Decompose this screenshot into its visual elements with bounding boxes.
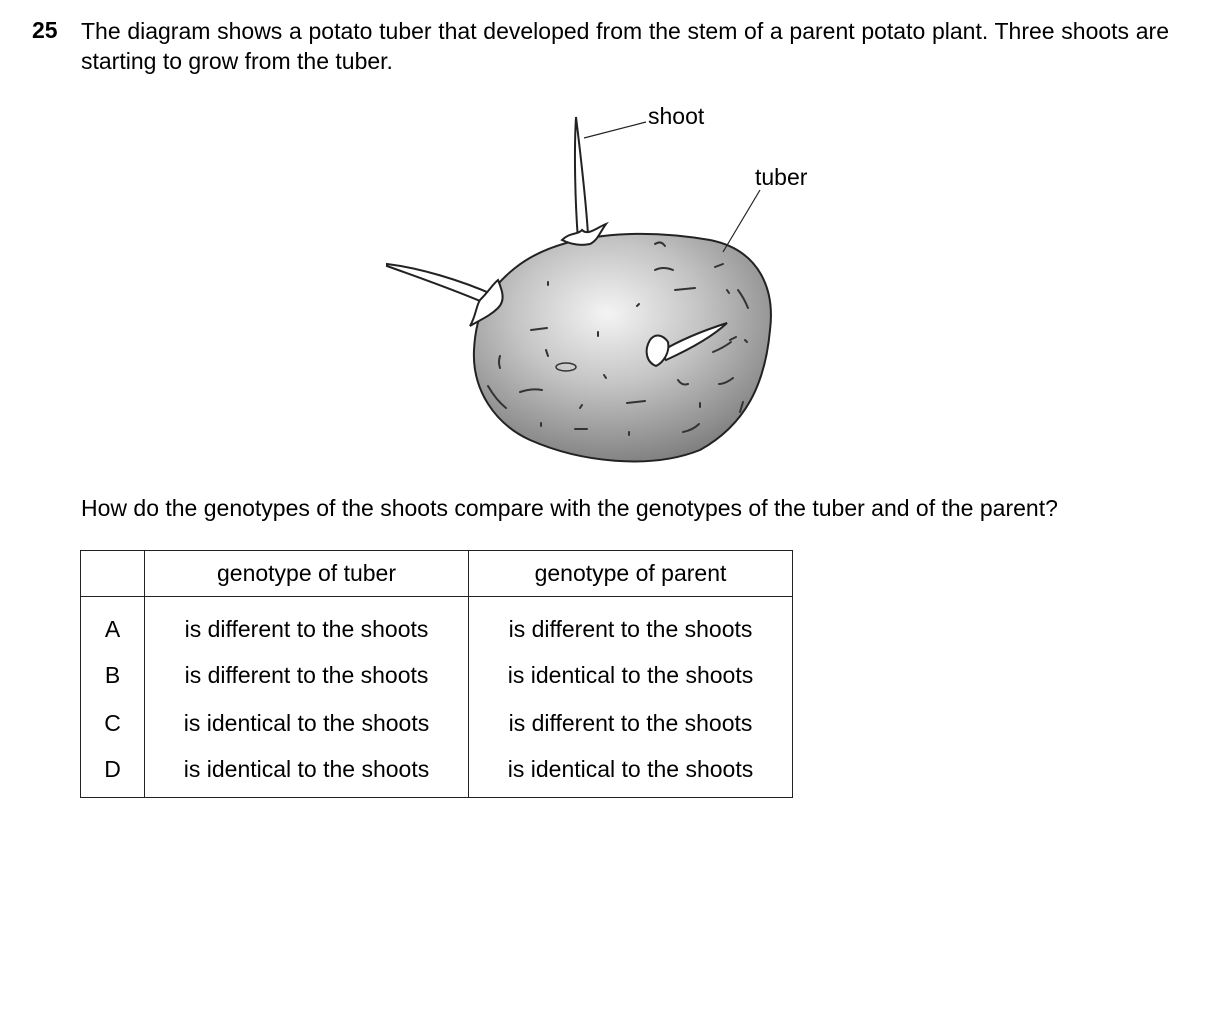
header-letter bbox=[81, 551, 145, 597]
potato-tuber-diagram bbox=[0, 0, 1209, 480]
option-tuber-cell: is different to the shoots bbox=[145, 651, 469, 699]
option-tuber-cell: is different to the shoots bbox=[145, 597, 469, 652]
option-tuber-cell: is identical to the shoots bbox=[145, 699, 469, 747]
option-row-c[interactable] bbox=[81, 699, 793, 747]
option-parent-cell: is identical to the shoots bbox=[469, 747, 793, 798]
shoot-leader-line bbox=[584, 122, 646, 138]
option-row-d[interactable] bbox=[81, 747, 793, 798]
header-genotype-of-parent: genotype of parent bbox=[469, 551, 793, 597]
question-number: 25 bbox=[32, 17, 58, 43]
tuber-label: tuber bbox=[755, 164, 808, 190]
table-header-row bbox=[81, 551, 793, 597]
tuber-leader-line bbox=[723, 190, 760, 252]
question-stem: The diagram shows a potato tuber that developed from the stem of a parent potato plant. Three shoots are starting to grow from the tuber. bbox=[81, 18, 1169, 74]
header-genotype-of-tuber: genotype of tuber bbox=[145, 551, 469, 597]
option-tuber-cell: is identical to the shoots bbox=[145, 747, 469, 798]
option-letter: D bbox=[81, 747, 145, 798]
option-letter: B bbox=[81, 651, 145, 699]
question-prompt: How do the genotypes of the shoots compare with the genotypes of the tuber and of the parent? bbox=[81, 495, 1058, 521]
option-letter: A bbox=[81, 597, 145, 652]
option-row-a[interactable] bbox=[81, 597, 793, 652]
left-shoot bbox=[387, 264, 503, 326]
answer-options-table bbox=[80, 550, 793, 798]
option-parent-cell: is different to the shoots bbox=[469, 597, 793, 652]
top-shoot bbox=[562, 117, 606, 245]
option-letter: C bbox=[81, 699, 145, 747]
shoot-label: shoot bbox=[648, 103, 705, 129]
option-row-b[interactable] bbox=[81, 651, 793, 699]
option-parent-cell: is identical to the shoots bbox=[469, 651, 793, 699]
tuber-body bbox=[474, 234, 771, 462]
option-parent-cell: is different to the shoots bbox=[469, 699, 793, 747]
